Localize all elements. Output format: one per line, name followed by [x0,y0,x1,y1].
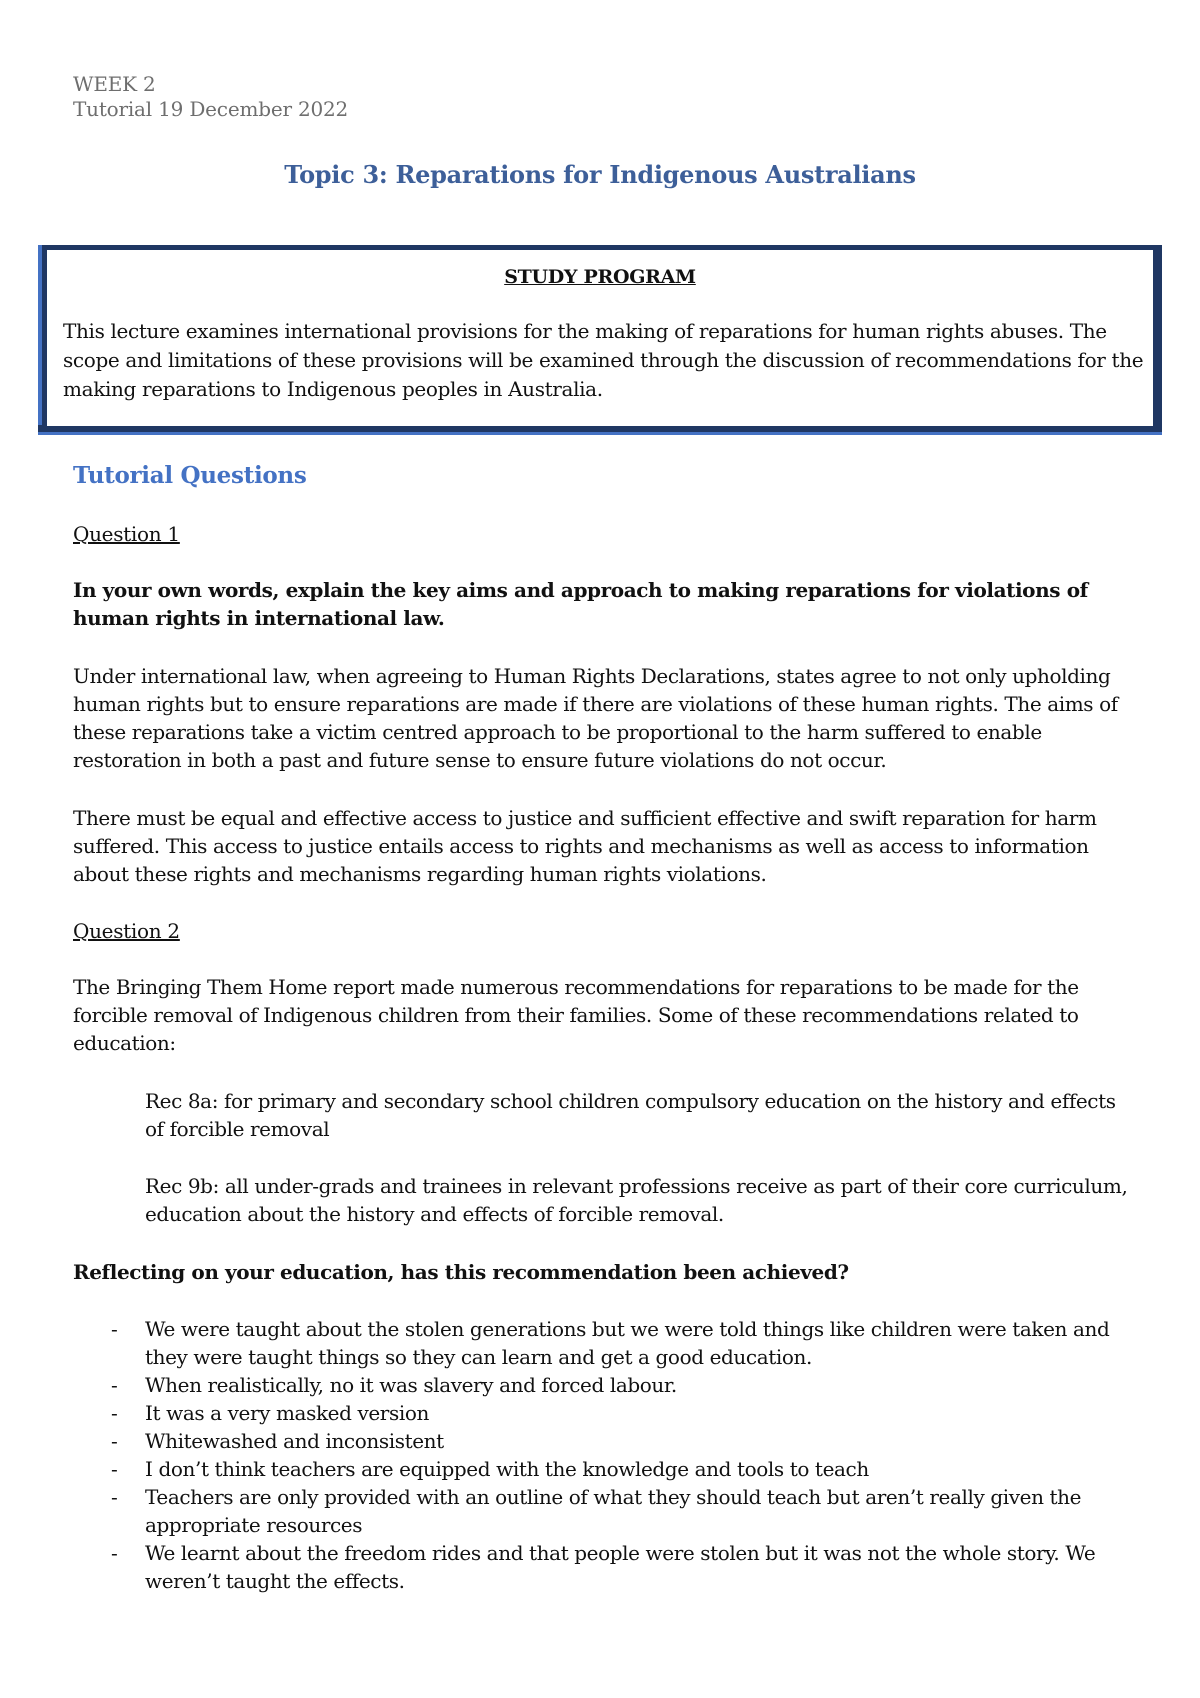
question-1-answer-paragraph: There must be equal and effective access to justice and sufficient effective and swift reparation for harm suffered. This access to justice entails access to rights and mechanisms as well as access to information about these rights and mechanisms regarding human rights violations. [73,806,1097,886]
recommendation-8a: Rec 8a: for primary and secondary school children compulsory education on the history and effects of forcible removal [145,1089,1116,1141]
question-2-prompt: Reflecting on your education, has this recommendation been achieved? [73,1260,849,1284]
list-item-text: It was a very masked version [145,1401,429,1425]
bullet-marker: - [111,1485,118,1509]
topic-title: Topic 3: Reparations for Indigenous Australians [284,160,916,189]
study-program-box [38,245,1162,435]
tutorial-questions-heading: Tutorial Questions [73,462,307,489]
list-item [73,1427,1138,1455]
list-item-text: When realistically, no it was slavery and forced labour. [145,1373,677,1397]
bullet-marker: - [111,1457,118,1481]
answer-bullet-list [73,1315,1138,1595]
question-1-prompt: In your own words, explain the key aims and approach to making reparations for violations of human rights in international law. [73,578,1088,630]
list-item-text: I don’t think teachers are equipped with the knowledge and tools to teach [145,1457,869,1481]
list-item [73,1399,1138,1427]
list-item [73,1539,1138,1595]
bullet-marker: - [111,1373,118,1397]
list-item [73,1483,1138,1539]
bullet-marker: - [111,1317,118,1341]
tutorial-date: Tutorial 19 December 2022 [73,97,349,121]
question-1-answer-paragraph: Under international law, when agreeing to Human Rights Declarations, states agree to not only upholding human rights but to ensure reparations are made if there are violations of these human rights. The aims of these reparations take a victim centred approach to be proportional to the harm suffered to enable restoration in both a past and future sense to ensure future violations do not occur. [73,664,1118,772]
bullet-marker: - [111,1401,118,1425]
question-2-intro: The Bringing Them Home report made numerous recommendations for reparations to be made for the forcible removal of Indigenous children from their families. Some of these recommendations related to education: [73,975,1079,1055]
list-item-text: Teachers are only provided with an outline of what they should teach but aren’t really given the appropriate resources [145,1485,1082,1537]
list-item [73,1371,1138,1399]
recommendation-9b: Rec 9b: all under-grads and trainees in relevant professions receive as part of their core curriculum, education about the history and effects of forcible removal. [145,1174,1128,1226]
list-item [73,1315,1138,1371]
list-item [73,1455,1138,1483]
list-item-text: We were taught about the stolen generations but we were told things like children were taken and they were taught things so they can learn and get a good education. [145,1317,1110,1369]
study-program-text: This lecture examines international provisions for the making of reparations for human rights abuses. The scope and limitations of these provisions will be examined through the discussion of recommendations for the making reparations to Indigenous peoples in Australia. [63,319,1144,401]
bullet-marker: - [111,1541,118,1565]
list-item-text: We learnt about the freedom rides and that people were stolen but it was not the whole story. We weren’t taught the effects. [145,1541,1096,1593]
question-1-label: Question 1 [73,522,180,546]
list-item-text: Whitewashed and inconsistent [145,1429,444,1453]
bullet-marker: - [111,1429,118,1453]
question-2-label: Question 2 [73,919,180,943]
study-program-heading: STUDY PROGRAM [504,266,696,288]
week-label: WEEK 2 [73,72,156,96]
